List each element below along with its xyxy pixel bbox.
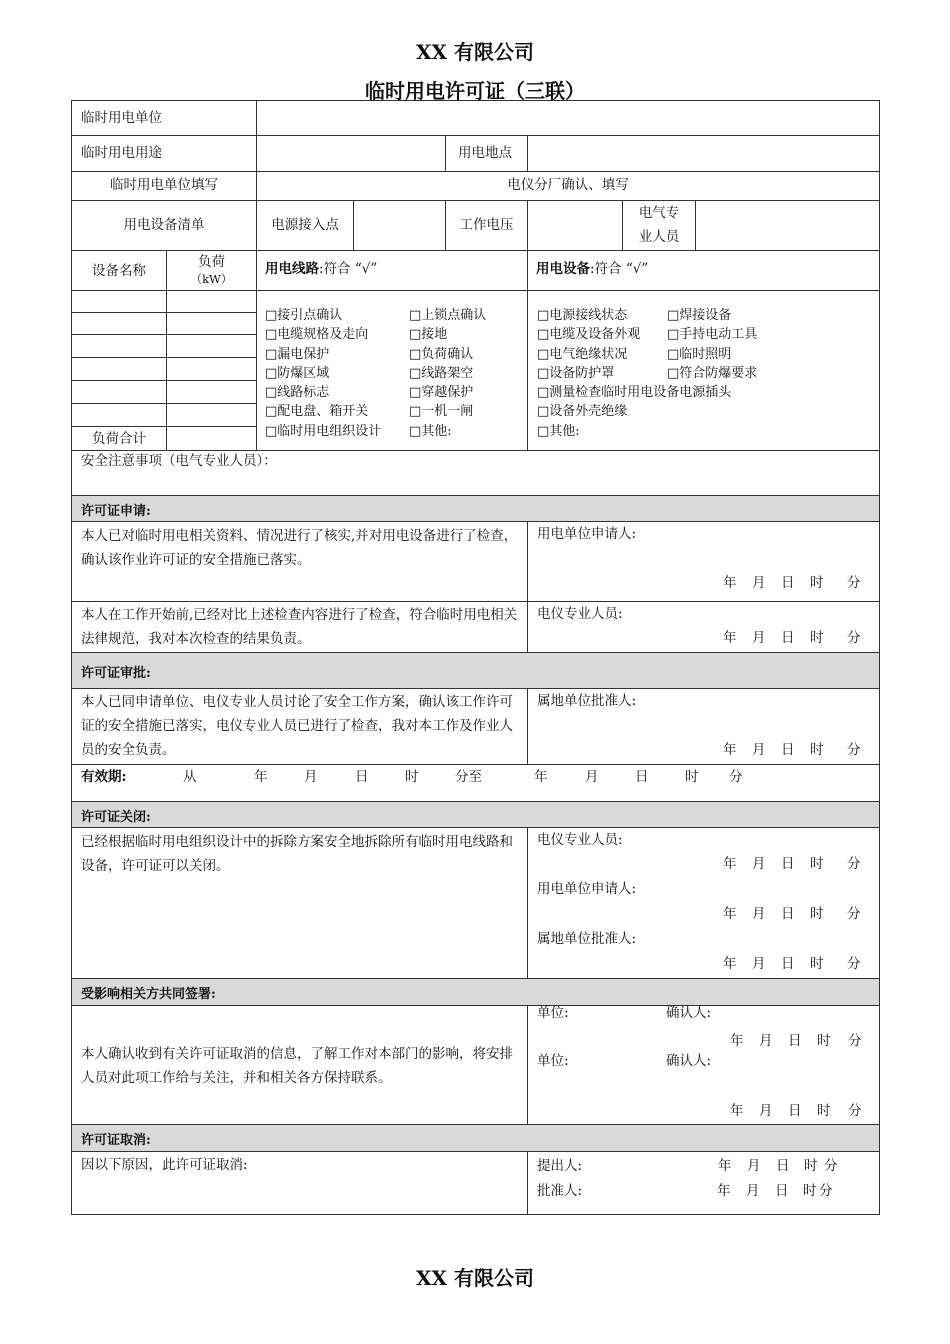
- validity-row[interactable]: [71, 764, 880, 802]
- equip-check-bold: 用电设备: [536, 261, 590, 277]
- close-signer-datetime: 年 月 日 时 分: [723, 906, 861, 922]
- affected-datetime: 年 月 日 时 分: [730, 1103, 862, 1119]
- line-check-item[interactable]: □接地: [409, 327, 448, 343]
- load-header: [166, 250, 257, 291]
- equip-check-item[interactable]: □焊接设备: [667, 308, 732, 323]
- line-check-col2: [409, 306, 486, 441]
- equip-check-item[interactable]: □电缆及设备外观: [537, 327, 641, 343]
- line-check-item[interactable]: □防爆区域: [265, 365, 330, 381]
- affected-signers-cell[interactable]: [527, 1005, 880, 1125]
- line-check-item[interactable]: □接引点确认: [265, 308, 343, 323]
- equip-name-cell[interactable]: [71, 357, 167, 381]
- approve-section-header: 许可证审批:: [71, 652, 880, 689]
- equip-check-header: [527, 250, 880, 291]
- purpose-input-cell[interactable]: [256, 135, 446, 172]
- cancel-reason-label: 因以下原因，此许可证取消:: [81, 1157, 248, 1173]
- load-total-input[interactable]: [166, 426, 257, 451]
- voltage-input[interactable]: [527, 200, 623, 251]
- line-check-item[interactable]: □临时用电组织设计: [265, 423, 382, 439]
- power-point-cell: [256, 200, 354, 251]
- validity-to-month: 月: [585, 769, 599, 785]
- approve-signer-datetime: 年 月 日 时 分: [723, 742, 861, 758]
- load-total-label: 负荷合计: [92, 431, 146, 447]
- validity-from-hour: 时: [405, 769, 419, 785]
- equip-load-cell[interactable]: [166, 334, 257, 358]
- unit-fill-label: 临时用电单位填写: [110, 177, 218, 193]
- precheck-statement-cell: [71, 601, 528, 653]
- unit-label-cell: [71, 100, 257, 136]
- cancel-reason-cell[interactable]: [71, 1151, 528, 1215]
- cancel-section-header: 许可证取消:: [71, 1124, 880, 1152]
- equip-check-item[interactable]: □电源接线状态: [537, 308, 628, 323]
- line-check-item[interactable]: □线路架空: [409, 365, 474, 381]
- approve-statement-cell: [71, 688, 528, 765]
- equip-check-list: [527, 290, 880, 451]
- affected-section-header: 受影响相关方共同签署:: [71, 978, 880, 1006]
- line-check-item[interactable]: □配电盘、箱开关: [265, 404, 369, 420]
- location-label: 用电地点: [458, 145, 512, 161]
- apply-statement-1: 本人已对临时用电相关资料、情况进行了核实,并对用电设备进行了检查，确认该作业许可证的安全措施已落实。: [81, 528, 518, 568]
- equip-check-item[interactable]: □手持电动工具: [667, 327, 758, 343]
- close-signer-label: 电仪专业人员:: [537, 832, 623, 848]
- close-signer-datetime: 年 月 日 时 分: [723, 956, 861, 972]
- affected-statement-cell: [71, 1005, 528, 1125]
- power-point-input[interactable]: [353, 200, 446, 251]
- equip-load-cell[interactable]: [166, 290, 257, 313]
- equip-check-col2: [667, 306, 757, 383]
- unit-label: 临时用电单位: [81, 110, 162, 126]
- electrician-input[interactable]: [695, 200, 880, 251]
- precheck-signer-cell[interactable]: [527, 601, 880, 653]
- form-title: 临时用电许可证（三联）: [365, 79, 585, 103]
- load-unit: （kW）: [190, 272, 233, 286]
- equip-check-title: [536, 260, 648, 279]
- validity-from-day: 日: [355, 769, 369, 785]
- affected-datetime: 年 月 日 时 分: [730, 1033, 862, 1049]
- unit-input-cell[interactable]: [256, 100, 880, 136]
- approve-statement: 本人已同申请单位、电仪专业人员讨论了安全工作方案，确认该工作许可证的安全措施已落实，电仪专业人员已进行了检查，我对本工作及作业人员的安全负责。: [81, 694, 513, 758]
- voltage-label-cell: [445, 200, 528, 251]
- plant-fill-cell: [256, 171, 880, 201]
- equip-name-cell[interactable]: [71, 380, 167, 404]
- purpose-label-cell: [71, 135, 257, 172]
- apply-signer-cell[interactable]: [527, 521, 880, 602]
- apply-signer-label: 用电单位申请人:: [537, 526, 637, 542]
- close-section-header: 许可证关闭:: [71, 801, 880, 828]
- line-check-item[interactable]: □负荷确认: [409, 346, 474, 362]
- close-signer-label: 属地单位批准人:: [537, 931, 637, 947]
- precheck-signer-label: 电仪专业人员:: [537, 606, 623, 622]
- equip-name-cell[interactable]: [71, 312, 167, 335]
- equip-load-cell[interactable]: [166, 403, 257, 427]
- line-check-list: [256, 290, 528, 451]
- affected-confirm-label: 确认人:: [666, 1053, 712, 1069]
- location-input-cell[interactable]: [527, 135, 880, 172]
- equip-check-item[interactable]: □临时照明: [667, 346, 732, 362]
- apply-signer-datetime: 年 月 日 时 分: [723, 575, 861, 591]
- equip-check-item[interactable]: □电气绝缘状况: [537, 346, 628, 362]
- equip-name-cell[interactable]: [71, 290, 167, 313]
- equip-check-item[interactable]: □测量检查临时用电设备电源插头: [537, 385, 732, 401]
- equip-load-cell[interactable]: [166, 357, 257, 381]
- electrician-label-cell: [622, 200, 696, 251]
- equip-load-cell[interactable]: [166, 380, 257, 404]
- equip-name-label: 设备名称: [92, 263, 146, 279]
- validity-to-year: 年: [534, 769, 548, 785]
- equip-check-item[interactable]: □设备外壳绝缘: [537, 404, 628, 420]
- equip-check-item[interactable]: □符合防爆要求: [667, 365, 758, 381]
- equip-name-cell[interactable]: [71, 334, 167, 358]
- electrician-label-line1: 电气专: [638, 205, 680, 221]
- voltage-label: 工作电压: [459, 217, 514, 233]
- close-statement: 已经根据临时用电组织设计中的拆除方案安全地拆除所有临时用电线路和设备，许可证可以关闭。: [81, 834, 513, 874]
- cancel-approver-label: 批准人:: [537, 1183, 583, 1199]
- validity-to-day: 日: [635, 769, 649, 785]
- close-signer-datetime: 年 月 日 时 分: [723, 856, 861, 872]
- unit-fill-cell: [71, 171, 257, 201]
- apply-statement-2: 本人在工作开始前,已经对比上述检查内容进行了检查，符合临时用电相关法律规范，我对本次检查的结果负责。: [81, 607, 518, 647]
- equip-load-cell[interactable]: [166, 312, 257, 335]
- footer-company-name: XX 有限公司: [416, 1266, 534, 1290]
- affected-confirm-label: 确认人:: [666, 1005, 712, 1021]
- validity-to: 分至: [455, 769, 482, 785]
- line-check-item[interactable]: □上锁点确认: [409, 308, 487, 323]
- cancel-proposer-datetime: 年 月 日 时 分: [718, 1158, 838, 1174]
- load-total-label-cell: [71, 426, 167, 451]
- affected-unit-label: 单位:: [537, 1053, 569, 1069]
- equip-list-cell: [71, 200, 257, 251]
- validity-from-year: 年: [254, 769, 268, 785]
- validity-from: 从: [183, 769, 197, 785]
- equip-list-label: 用电设备清单: [123, 217, 205, 233]
- safety-notes-cell[interactable]: [71, 450, 880, 496]
- close-signer-label: 用电单位申请人:: [537, 881, 637, 897]
- purpose-label: 临时用电用途: [81, 145, 162, 161]
- close-statement-cell: [71, 827, 528, 979]
- location-label-cell: [445, 135, 528, 172]
- line-check-bold: 用电线路: [265, 261, 319, 277]
- approve-signer-label: 属地单位批准人:: [537, 693, 637, 709]
- line-check-item[interactable]: □其他:: [409, 423, 452, 439]
- precheck-signer-datetime: 年 月 日 时 分: [723, 630, 861, 646]
- electrician-label-line2: 业人员: [638, 229, 680, 245]
- validity-label: 有效期:: [81, 769, 127, 785]
- power-point-label: 电源接入点: [271, 217, 339, 233]
- equip-check-item[interactable]: □其他:: [537, 423, 580, 439]
- line-check-title: [265, 260, 377, 279]
- close-signers-cell[interactable]: [527, 827, 880, 979]
- cancel-proposer-label: 提出人:: [537, 1158, 583, 1174]
- equip-name-cell[interactable]: [71, 403, 167, 427]
- line-check-item[interactable]: □电缆规格及走向: [265, 327, 369, 343]
- approve-signer-cell[interactable]: [527, 688, 880, 765]
- line-check-item[interactable]: □穿越保护: [409, 385, 474, 401]
- apply-section-header: 许可证申请:: [71, 495, 880, 522]
- line-check-item[interactable]: □线路标志: [265, 385, 330, 401]
- safety-notes-label: 安全注意事项（电气专业人员）：: [81, 453, 277, 469]
- equip-check-rest: :符合 “√”: [590, 261, 649, 277]
- validity-to-hour: 时: [685, 769, 699, 785]
- validity-to-minute: 分: [729, 769, 743, 785]
- plant-fill-label: 电仪分厂确认、填写: [507, 177, 629, 193]
- line-check-header: [256, 250, 528, 291]
- company-name: XX 有限公司: [416, 40, 534, 64]
- validity-from-month: 月: [304, 769, 318, 785]
- line-check-item[interactable]: □一机一闸: [409, 404, 474, 420]
- line-check-col1: [265, 306, 381, 441]
- equip-check-item[interactable]: □设备防护罩: [537, 365, 615, 381]
- equip-name-header: [71, 250, 167, 291]
- line-check-rest: :符合 “√”: [319, 261, 378, 277]
- cancel-signers-cell[interactable]: [527, 1151, 880, 1215]
- line-check-item[interactable]: □漏电保护: [265, 346, 330, 362]
- load-label: 负荷: [198, 254, 225, 270]
- affected-statement: 本人确认收到有关许可证取消的信息，了解工作对本部门的影响，将安排人员对此项工作给与关注，并和相关各方保持联系。: [81, 1046, 513, 1086]
- affected-unit-label: 单位:: [537, 1005, 569, 1021]
- cancel-approver-datetime: 年 月 日 时 分: [717, 1183, 833, 1199]
- apply-statement-cell: [71, 521, 528, 602]
